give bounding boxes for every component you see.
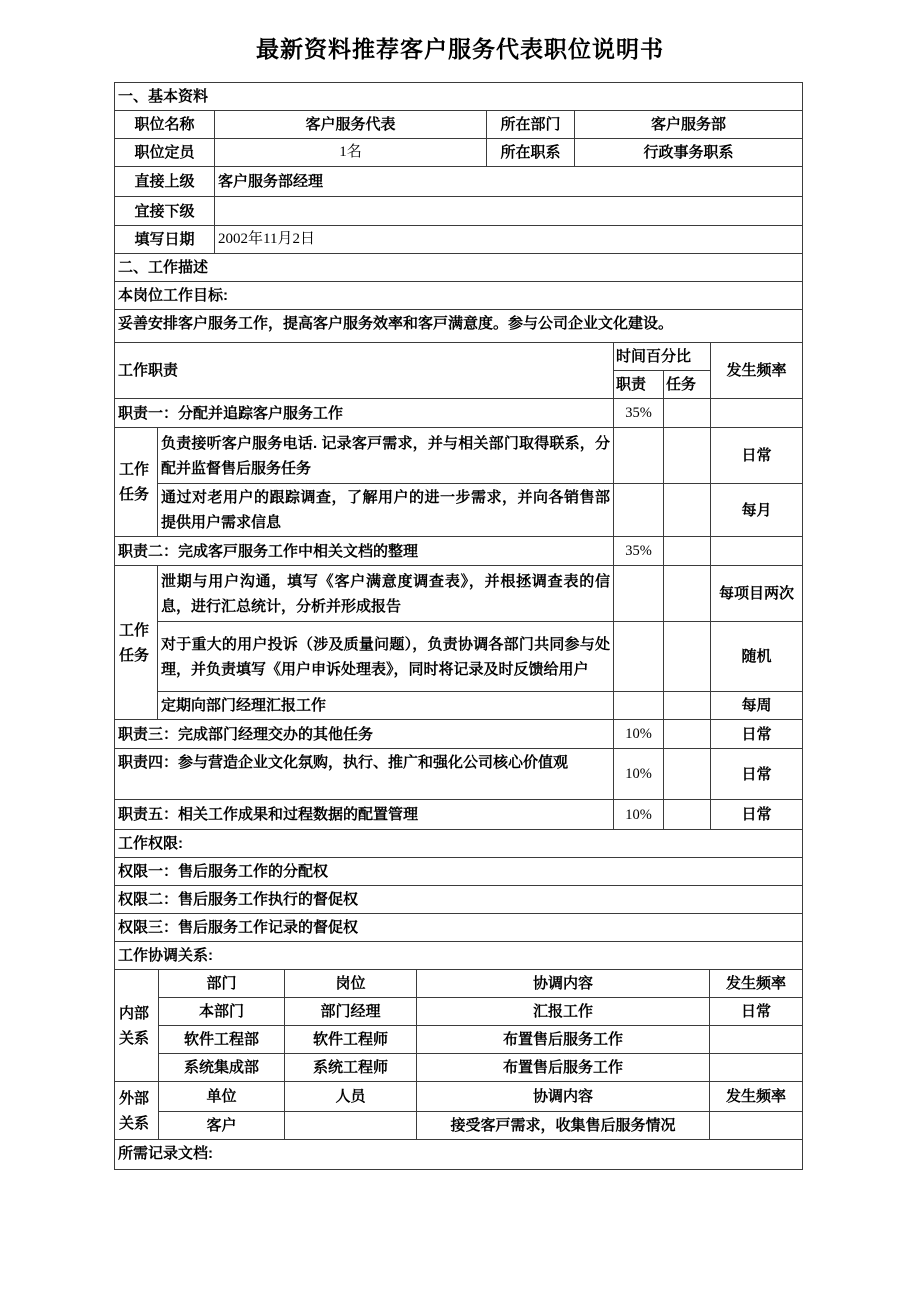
duty1-percent: 35% (614, 399, 664, 428)
empty-cell (614, 566, 664, 622)
frequency-header: 发生频率 (711, 343, 803, 399)
department-value: 客户服务部 (575, 111, 803, 139)
external-header-unit: 单位 (159, 1082, 285, 1112)
duty2-task2-frequency: 随机 (711, 622, 803, 692)
duty-column-header: 工作职责 (115, 343, 614, 399)
internal-row-content: 布置售后服务工作 (417, 1054, 710, 1082)
time-percent-header: 时间百分比 (614, 343, 711, 371)
external-header-person: 人员 (285, 1082, 417, 1112)
duty1-title: 职责一：分配并追踪客户服务工作 (115, 399, 614, 428)
empty-cell (711, 537, 803, 566)
duty2-task1-frequency: 每项目两次 (711, 566, 803, 622)
objective-label: 本岗位工作目标: (115, 282, 803, 310)
empty-cell (664, 399, 711, 428)
job-description-table (114, 82, 802, 1170)
direct-superior-label: 直接上级 (115, 167, 215, 197)
direct-subordinate-label: 宜接下级 (115, 197, 215, 226)
duty2-task2-text: 对于重大的用户投诉（涉及质量问题），负责协调各部门共同参与处理，并负责填写《用户申诉处理表》，同时将记录及时反馈给用户 (158, 622, 614, 692)
external-row-frequency (710, 1112, 803, 1140)
objective-text: 妥善安排客户服务工作，提高客户服务效率和客戸满意度。参与公司企业文化建设。 (115, 310, 803, 343)
empty-cell (664, 622, 711, 692)
internal-header-department: 部门 (159, 970, 285, 998)
basic-info-table (114, 82, 803, 254)
duty1-task1-text: 负责接听客户服务电话. 记录客戸需求，并与相关部门取得联系，分配并监督售后服务任务 (158, 428, 614, 484)
external-header-content: 协调内容 (417, 1082, 710, 1112)
direct-subordinate-value (215, 197, 803, 226)
position-name-value: 客户服务代表 (215, 111, 487, 139)
internal-row-department: 软件工程部 (159, 1026, 285, 1054)
task-group2-label: 工作任务 (115, 566, 158, 720)
coordination-table (114, 969, 803, 1170)
authority-item-2: 权限二：售后服务工作执行的督促权 (115, 886, 803, 914)
internal-header-post: 岗位 (285, 970, 417, 998)
empty-cell (664, 692, 711, 720)
duty1-task2-frequency: 每月 (711, 484, 803, 537)
internal-header-frequency: 发生频率 (710, 970, 803, 998)
empty-cell (614, 428, 664, 484)
coordination-heading: 工作协调关系: (115, 942, 803, 970)
internal-row-content: 汇报工作 (417, 998, 710, 1026)
task-subheader: 任务 (664, 371, 711, 399)
empty-cell (614, 484, 664, 537)
authority-item-3: 权限三：售后服务工作记录的督促权 (115, 914, 803, 942)
empty-cell (664, 484, 711, 537)
external-row-unit: 客户 (159, 1112, 285, 1140)
duty5-frequency: 日常 (711, 800, 803, 830)
internal-row-post: 部门经理 (285, 998, 417, 1026)
external-row-person (285, 1112, 417, 1140)
duty1-task2-text: 通过对老用户的跟踪调查，了解用户的进一步需求，并向各销售部提供用户需求信息 (158, 484, 614, 537)
internal-row-post: 软件工程师 (285, 1026, 417, 1054)
empty-cell (664, 566, 711, 622)
duty4-title: 职责四：参与营造企业文化氛购，执行、推广和强化公司核心价值观 (115, 749, 614, 800)
empty-cell (664, 537, 711, 566)
headcount-value: 1名 (215, 139, 487, 167)
duty4-percent: 10% (614, 749, 664, 800)
duty5-title: 职责五：相关工作成果和过程数据的配置管理 (115, 800, 614, 830)
records-label: 所需记录文档: (115, 1140, 803, 1170)
empty-cell (664, 720, 711, 749)
job-family-value: 行政事务职系 (575, 139, 803, 167)
duty2-task3-frequency: 每周 (711, 692, 803, 720)
authority-table (114, 829, 803, 970)
duty5-percent: 10% (614, 800, 664, 830)
external-relations-label: 外部关系 (115, 1082, 159, 1140)
empty-cell (614, 622, 664, 692)
authority-item-1: 权限一：售后服务工作的分配权 (115, 858, 803, 886)
duty1-task1-frequency: 日常 (711, 428, 803, 484)
duty2-task3-text: 定期向部门经理汇报工作 (158, 692, 614, 720)
duty2-percent: 35% (614, 537, 664, 566)
section-heading-work: 二、工作描述 (115, 254, 803, 282)
duty3-percent: 10% (614, 720, 664, 749)
internal-relations-label: 内部关系 (115, 970, 159, 1082)
internal-row-department: 本部门 (159, 998, 285, 1026)
internal-header-content: 协调内容 (417, 970, 710, 998)
empty-cell (664, 428, 711, 484)
position-name-label: 职位名称 (115, 111, 215, 139)
direct-superior-value: 客户服务部经理 (215, 167, 803, 197)
internal-row-post: 系统工程师 (285, 1054, 417, 1082)
internal-row-frequency (710, 1026, 803, 1054)
section-heading-basic: 一、基本资料 (115, 83, 803, 111)
authority-heading: 工作权限: (115, 830, 803, 858)
empty-cell (711, 399, 803, 428)
duty2-task1-text: 泄期与用户沟通，填写《客户满意度调查表》，并根拯调查表的信息，进行汇总统计，分析并形成报告 (158, 566, 614, 622)
work-description-table (114, 253, 803, 830)
department-label: 所在部门 (487, 111, 575, 139)
internal-row-content: 布置售后服务工作 (417, 1026, 710, 1054)
empty-cell (614, 692, 664, 720)
duty-subheader: 职责 (614, 371, 664, 399)
duty3-title: 职责三：完成部门经理交办的其他任务 (115, 720, 614, 749)
empty-cell (664, 749, 711, 800)
duty3-frequency: 日常 (711, 720, 803, 749)
empty-cell (664, 800, 711, 830)
task-group1-label: 工作任务 (115, 428, 158, 537)
external-row-content: 接受客戸需求，收集售后服务情况 (417, 1112, 710, 1140)
duty4-frequency: 日常 (711, 749, 803, 800)
external-header-frequency: 发生频率 (710, 1082, 803, 1112)
duty2-title: 职责二：完成客戸服务工作中相关文档的整理 (115, 537, 614, 566)
page-title: 最新资料推荐客户服务代表职位说明书 (256, 36, 664, 62)
job-family-label: 所在职系 (487, 139, 575, 167)
fill-date-value: 2002年11月2日 (215, 226, 803, 254)
fill-date-label: 填写日期 (115, 226, 215, 254)
internal-row-department: 系统集成部 (159, 1054, 285, 1082)
internal-row-frequency (710, 1054, 803, 1082)
internal-row-frequency: 日常 (710, 998, 803, 1026)
headcount-label: 职位定员 (115, 139, 215, 167)
